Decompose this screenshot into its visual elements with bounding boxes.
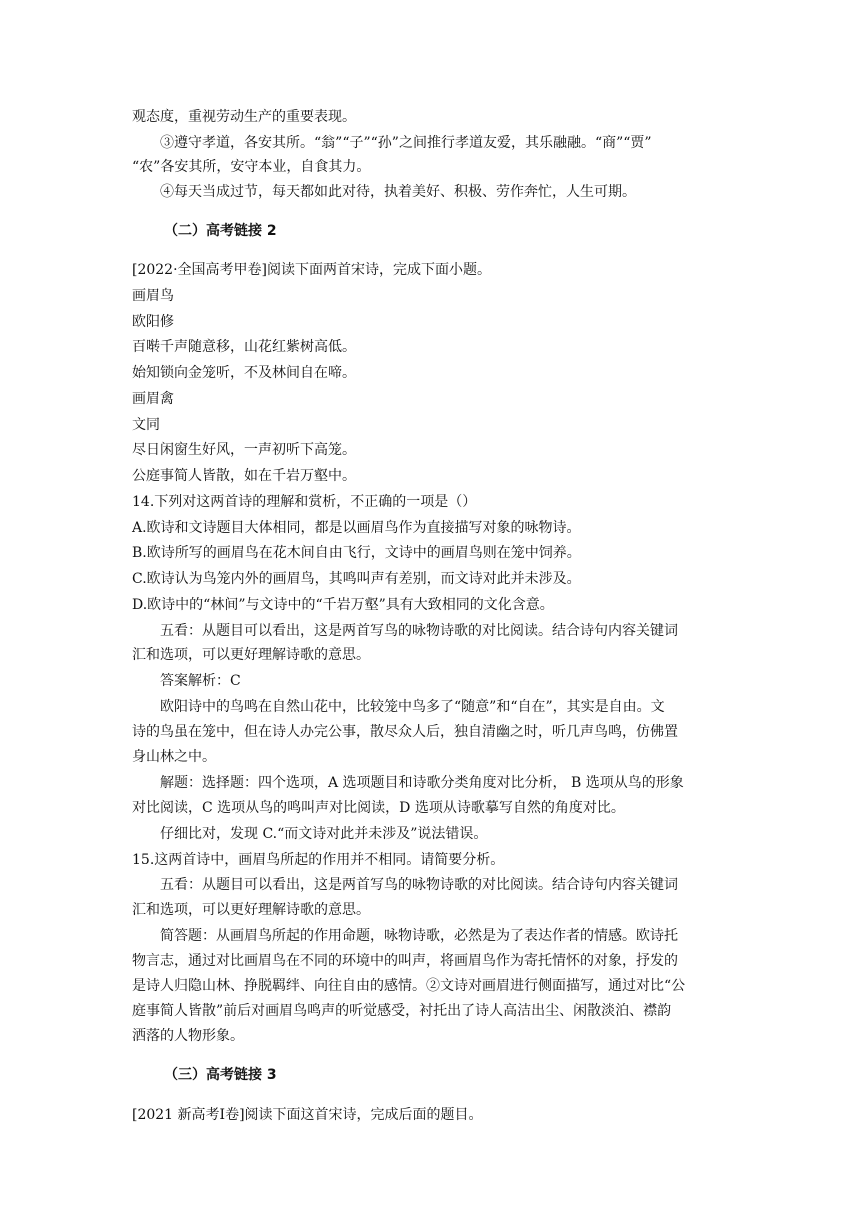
question-15: 15.这两首诗中，画眉鸟所起的作用并不相同。请简要分析。 xyxy=(132,852,505,868)
poem-line: 始知锁向金笼听，不及林间自在啼。 xyxy=(132,365,356,381)
text-line: 简答题：从画眉鸟所起的作用命题，咏物诗歌，必然是为了表达作者的情感。欧诗托 xyxy=(160,928,678,944)
poem-line: 尽日闲窗生好风，一声初听下高笼。 xyxy=(132,442,356,458)
text-line: 庭事简人皆散”前后对画眉鸟鸣声的听觉感受，衬托出了诗人高洁出尘、闲散淡泊、襟韵 xyxy=(132,1003,672,1019)
section-heading-3: （三）高考链接 3 xyxy=(164,1067,277,1083)
text-line: 汇和选项，可以更好理解诗歌的意思。 xyxy=(132,647,370,663)
text-line: 汇和选项，可以更好理解诗歌的意思。 xyxy=(132,902,370,918)
question-14: 14.下列对这两首诗的理解和赏析，不正确的一项是（） xyxy=(132,494,477,510)
poem-line: 公庭事简人皆散，如在千岩万壑中。 xyxy=(132,468,356,484)
text-line: 诗的鸟虽在笼中，但在诗人办完公事，散尽众人后，独自清幽之时，听几声鸟鸣，仿佛置 xyxy=(132,724,678,740)
text-line: 观态度，重视劳动生产的重要表现。 xyxy=(132,109,356,125)
text-line: ④每天当成过节，每天都如此对待，执着美好、积极、劳作奔忙，人生可期。 xyxy=(160,184,636,200)
text-line: 物言志，通过对比画眉鸟在不同的环境中的叫声，将画眉鸟作为寄托情怀的对象，抒发的 xyxy=(132,953,678,969)
text-line: “农”各安其所，安守本业，自食其力。 xyxy=(132,159,371,175)
text-line: 身山林之中。 xyxy=(132,749,216,765)
text-line: 是诗人归隐山林、挣脱羁绊、向往自由的感情。②文诗对画眉进行侧面描写，通过对比“公 xyxy=(132,978,686,994)
option-c: C.欧诗认为鸟笼内外的画眉鸟，其鸣叫声有差别，而文诗对此并未涉及。 xyxy=(132,571,581,587)
text-line: 五看：从题目可以看出，这是两首写鸟的咏物诗歌的对比阅读。结合诗句内容关键词 xyxy=(160,623,678,639)
option-a: A.欧诗和文诗题目大体相同，都是以画眉鸟作为直接描写对象的咏物诗。 xyxy=(132,520,581,536)
poem-title: 画眉鸟 xyxy=(132,288,174,304)
text-line: ③遵守孝道，各安其所。“翁”“子”“孙”之间推行孝道友爱，其乐融融。“商”“贾” xyxy=(160,135,652,151)
text-line: [2021 新高考Ⅰ卷]阅读下面这首宋诗，完成后面的题目。 xyxy=(132,1107,483,1123)
text-line: 五看：从题目可以看出，这是两首写鸟的咏物诗歌的对比阅读。结合诗句内容关键词 xyxy=(160,877,678,893)
option-b: B.欧诗所写的画眉鸟在花木间自由飞行，文诗中的画眉鸟则在笼中饲养。 xyxy=(132,545,581,561)
text-line: 欧阳诗中的鸟鸣在自然山花中，比较笼中鸟多了“随意”和“自在”，其实是自由。文 xyxy=(160,699,665,715)
text-line: 对比阅读，C 选项从鸟的鸣叫声对比阅读，D 选项从诗歌摹写自然的角度对比。 xyxy=(132,800,625,816)
poem-line: 百啭千声随意移，山花红紫树高低。 xyxy=(132,339,356,355)
section-heading-2: （二）高考链接 2 xyxy=(164,223,277,239)
text-line: 洒落的人物形象。 xyxy=(132,1028,244,1044)
text-line: [2022·全国高考甲卷]阅读下面两首宋诗，完成下面小题。 xyxy=(132,262,492,278)
answer-label: 答案解析：C xyxy=(160,673,241,689)
option-d: D.欧诗中的“林间”与文诗中的“千岩万壑”具有大致相同的文化含意。 xyxy=(132,597,554,613)
poem-title: 画眉禽 xyxy=(132,391,174,407)
poem-author: 文同 xyxy=(132,417,160,433)
text-line: 仔细比对，发现 C.“而文诗对此并未涉及”说法错误。 xyxy=(160,826,488,842)
poem-author: 欧阳修 xyxy=(132,314,174,330)
text-line: 解题：选择题：四个选项，A 选项题目和诗歌分类角度对比分析， B 选项从鸟的形象 xyxy=(160,775,684,791)
